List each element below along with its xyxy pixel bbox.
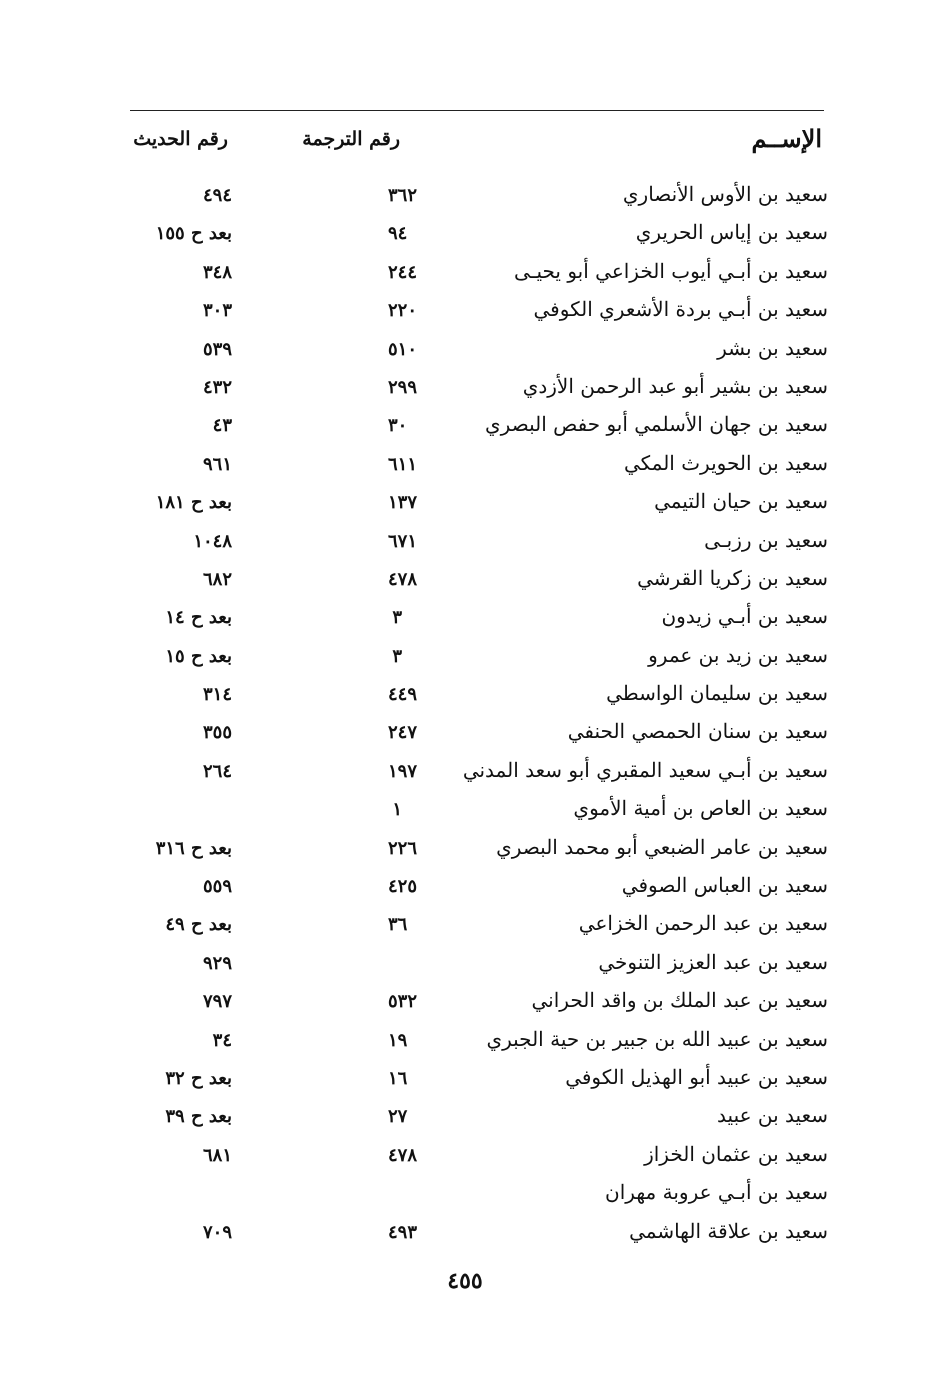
hadith-number: ٣٤ bbox=[212, 1029, 232, 1051]
table-row bbox=[120, 946, 830, 984]
hadith-number: ٦٨١ bbox=[202, 1144, 232, 1166]
narrator-name: سعيد بن حيان التيمي bbox=[654, 489, 828, 514]
translation-number: ٢٧ bbox=[388, 1106, 408, 1128]
narrator-name: سعيد بن إياس الحريري bbox=[635, 220, 828, 245]
table-row bbox=[120, 370, 830, 408]
hadith-number: ٢٦٤ bbox=[202, 760, 232, 782]
narrator-name: سعيد بن سليمان الواسطي bbox=[606, 681, 828, 706]
narrator-name: سعيد بن أبـي أيوب الخزاعي أبو يحيـى bbox=[513, 258, 828, 283]
hadith-number: ٤٩٤ bbox=[202, 185, 232, 206]
narrator-name: سعيد بن عبد الرحمن الخزاعي bbox=[578, 911, 828, 936]
table-row bbox=[120, 447, 830, 485]
narrator-name: سعيد بن أبـي زيدون bbox=[661, 604, 828, 629]
hadith-number: بعد ح ١٥٥ bbox=[155, 223, 232, 245]
translation-number: ٢٩٩ bbox=[388, 376, 418, 398]
hadith-number: ٧٠٩ bbox=[202, 1221, 232, 1243]
translation-number: ٢٤٤ bbox=[388, 261, 418, 283]
index-table bbox=[120, 178, 830, 1253]
translation-column-header: رقم الترجمة bbox=[302, 128, 400, 150]
table-row bbox=[120, 1176, 830, 1214]
table-row bbox=[120, 907, 830, 945]
narrator-name: سعيد بن أبـي بردة الأشعري الكوفي bbox=[533, 297, 828, 322]
hadith-number: بعد ح ٣٩ bbox=[165, 1106, 232, 1128]
hadith-number: ٧٩٧ bbox=[202, 991, 232, 1013]
table-header bbox=[120, 120, 830, 160]
hadith-number: ٣٤٨ bbox=[202, 261, 232, 283]
table-row bbox=[120, 178, 830, 216]
narrator-name: سعيد بن عبيد bbox=[717, 1103, 828, 1128]
translation-number: ٣٦ bbox=[388, 914, 408, 936]
translation-number: ٤٧٨ bbox=[388, 1144, 418, 1166]
narrator-name: سعيد بن الحويرث المكي bbox=[623, 450, 828, 475]
table-row bbox=[120, 216, 830, 254]
hadith-number: ٤٣ bbox=[212, 415, 232, 437]
name-column-header: الإســم bbox=[751, 124, 822, 153]
narrator-name: سعيد بن عثمان الخزاز bbox=[644, 1141, 828, 1166]
page-number: ٤٥٥ bbox=[447, 1268, 483, 1294]
narrator-name: سعيد بن زكريا القرشي bbox=[637, 565, 828, 590]
translation-number: ١ bbox=[392, 799, 402, 821]
hadith-number: ٥٣٩ bbox=[202, 338, 232, 360]
translation-number: ٣٠ bbox=[388, 415, 408, 437]
hadith-number: ٣٥٥ bbox=[202, 722, 232, 744]
translation-number: ١٣٧ bbox=[388, 492, 418, 514]
narrator-name: سعيد بن بشير أبو عبد الرحمن الأزدي bbox=[522, 373, 828, 398]
table-row bbox=[120, 485, 830, 523]
narrator-name: سعيد بن العباس الصوفي bbox=[621, 873, 828, 898]
translation-number: ٤٩٣ bbox=[388, 1221, 418, 1243]
hadith-number: ٦٨٢ bbox=[202, 568, 232, 590]
hadith-number: بعد ح ١٨١ bbox=[155, 492, 232, 514]
hadith-number: بعد ح ١٥ bbox=[165, 645, 232, 667]
translation-number: ٤٢٥ bbox=[388, 876, 418, 898]
hadith-number: ٥٥٩ bbox=[202, 876, 232, 898]
table-row bbox=[120, 639, 830, 677]
narrator-name: سعيد بن جهان الأسلمي أبو حفص البصري bbox=[485, 412, 828, 437]
table-row bbox=[120, 562, 830, 600]
translation-number: ١٩٧ bbox=[388, 760, 418, 782]
table-row bbox=[120, 715, 830, 753]
translation-number: ٢٢٠ bbox=[388, 300, 418, 322]
narrator-name: سعيد بن عبيد أبو الهذيل الكوفي bbox=[565, 1064, 828, 1089]
narrator-name: سعيد بن عبيد الله بن جبير بن حية الجبري bbox=[486, 1026, 828, 1051]
table-row bbox=[120, 600, 830, 638]
hadith-number: بعد ح ١٤ bbox=[165, 607, 232, 629]
hadith-number: بعد ح ٤٩ bbox=[165, 914, 232, 936]
narrator-name: سعيد بن رزبـى bbox=[704, 527, 828, 552]
translation-number: ٣ bbox=[392, 607, 402, 629]
translation-number: ٥١٠ bbox=[388, 338, 418, 360]
hadith-number: ٤٣٢ bbox=[202, 376, 232, 398]
translation-number: ٢٢٦ bbox=[388, 837, 418, 859]
table-row bbox=[120, 332, 830, 370]
table-row bbox=[120, 1061, 830, 1099]
hadith-number: ١٠٤٨ bbox=[193, 530, 232, 552]
table-row bbox=[120, 984, 830, 1022]
translation-number: ٦١١ bbox=[388, 453, 418, 475]
hadith-number: ٩٦١ bbox=[202, 453, 232, 475]
table-row bbox=[120, 1215, 830, 1253]
narrator-name: سعيد بن علاقة الهاشمي bbox=[629, 1218, 828, 1243]
narrator-name: سعيد بن بشر bbox=[717, 335, 828, 360]
table-row bbox=[120, 677, 830, 715]
hadith-number: ٩٢٩ bbox=[202, 952, 232, 974]
translation-number: ٤٧٨ bbox=[388, 568, 418, 590]
translation-number: ٦٧١ bbox=[388, 530, 418, 552]
narrator-name: سعيد بن الأوس الأنصاري bbox=[622, 182, 828, 206]
hadith-number: ٣٠٣ bbox=[202, 300, 232, 322]
translation-number: ٥٣٢ bbox=[388, 991, 418, 1013]
table-row bbox=[120, 754, 830, 792]
table-row bbox=[120, 792, 830, 830]
narrator-name: سعيد بن سنان الحمصي الحنفي bbox=[567, 719, 828, 744]
table-row bbox=[120, 408, 830, 446]
header-rule bbox=[130, 110, 824, 111]
narrator-name: سعيد بن عبد الملك بن واقد الحراني bbox=[531, 988, 828, 1013]
narrator-name: سعيد بن أبـي سعيد المقبري أبو سعد المدني bbox=[462, 757, 828, 782]
translation-number: ٢٤٧ bbox=[388, 722, 418, 744]
hadith-number: ٣١٤ bbox=[202, 684, 232, 706]
table-row bbox=[120, 1023, 830, 1061]
translation-number: ٤٤٩ bbox=[388, 684, 418, 706]
narrator-name: سعيد بن زيد بن عمرو bbox=[648, 642, 828, 667]
table-row bbox=[120, 293, 830, 331]
hadith-column-header: رقم الحديث bbox=[133, 128, 228, 150]
table-row bbox=[120, 255, 830, 293]
narrator-name: سعيد بن العاص بن أمية الأموي bbox=[573, 796, 828, 821]
table-row bbox=[120, 1099, 830, 1137]
translation-number: ١٦ bbox=[388, 1067, 408, 1089]
table-row bbox=[120, 831, 830, 869]
translation-number: ١٩ bbox=[388, 1029, 408, 1051]
table-row bbox=[120, 869, 830, 907]
translation-number: ٩٤ bbox=[388, 223, 408, 245]
narrator-name: سعيد بن عامر الضبعي أبو محمد البصري bbox=[496, 834, 828, 859]
hadith-number: بعد ح ٣٢ bbox=[165, 1067, 232, 1089]
translation-number: ٣٦٢ bbox=[388, 185, 418, 206]
hadith-number: بعد ح ٣١٦ bbox=[155, 837, 232, 859]
narrator-name: سعيد بن أبـي عروبة مهران bbox=[605, 1180, 828, 1205]
table-row bbox=[120, 1138, 830, 1176]
table-row bbox=[120, 524, 830, 562]
narrator-name: سعيد بن عبد العزيز التنوخي bbox=[598, 949, 828, 974]
translation-number: ٣ bbox=[392, 645, 402, 667]
